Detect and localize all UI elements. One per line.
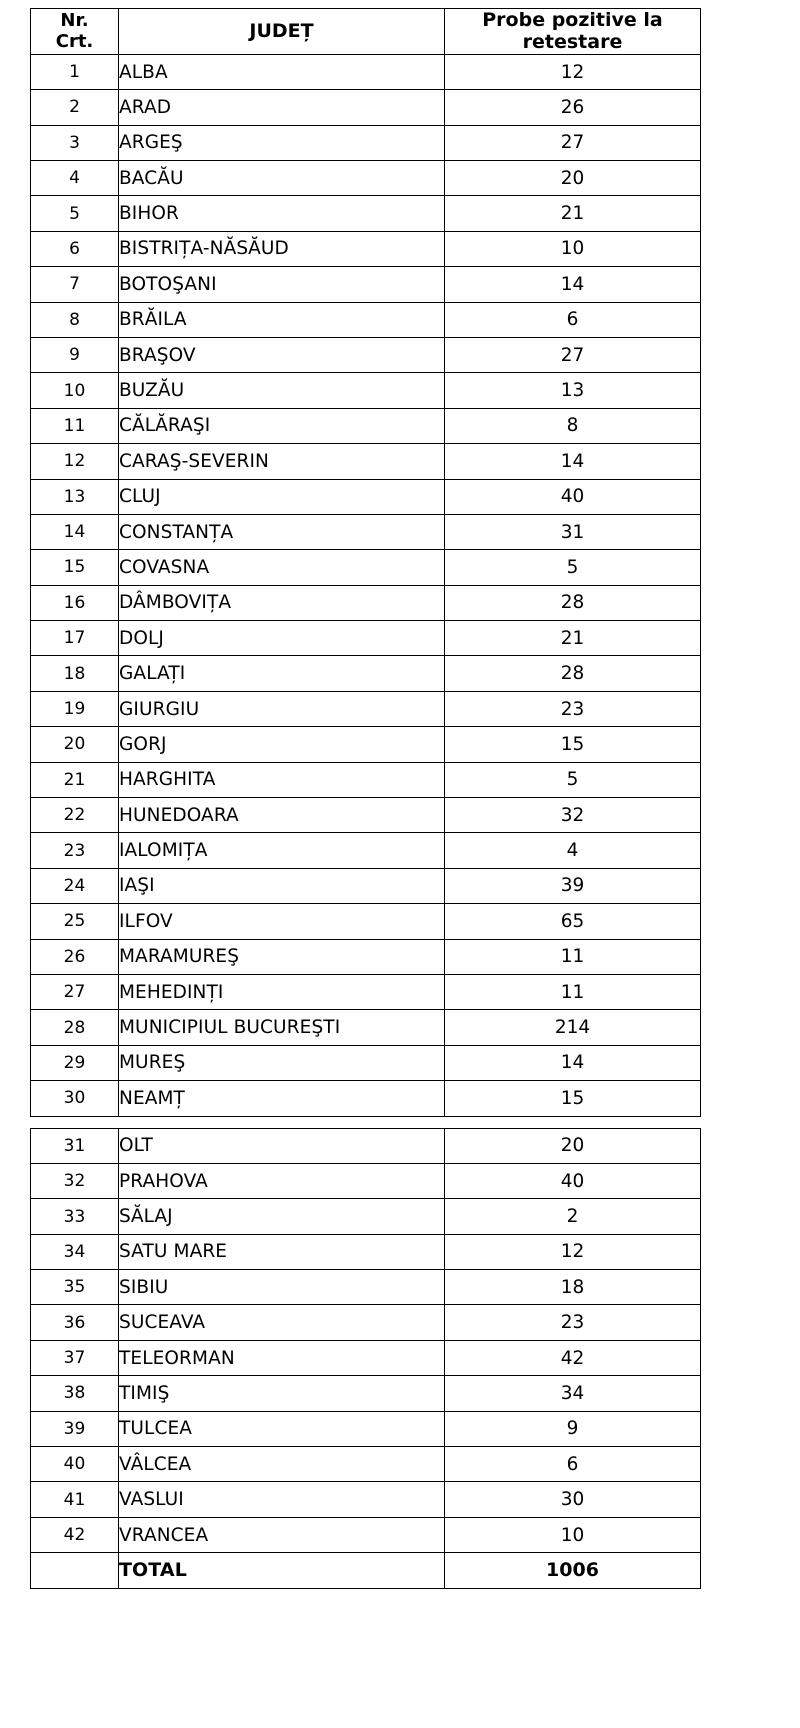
positive-retest-value-cell: 23 — [445, 1305, 701, 1340]
row-index-cell: 24 — [31, 868, 119, 903]
table-row — [31, 1411, 701, 1446]
column-header-nr-line2: Crt. — [55, 31, 94, 53]
table-row — [31, 550, 701, 585]
positive-retest-value-cell: 10 — [445, 1517, 701, 1552]
positive-retest-value-cell: 34 — [445, 1376, 701, 1411]
county-name-cell: CLUJ — [119, 479, 445, 514]
table-row — [31, 54, 701, 89]
positive-retest-value-cell: 40 — [445, 479, 701, 514]
county-name-cell: COVASNA — [119, 550, 445, 585]
table-row — [31, 373, 701, 408]
county-name-cell: GALAȚI — [119, 656, 445, 691]
row-index-cell: 22 — [31, 798, 119, 833]
county-name-cell: BOTOŞANI — [119, 267, 445, 302]
table-body-part-1 — [31, 54, 701, 1116]
positive-retest-value-cell: 4 — [445, 833, 701, 868]
row-index-cell: 4 — [31, 160, 119, 195]
county-name-cell: ARGEŞ — [119, 125, 445, 160]
positive-retest-value-cell: 21 — [445, 621, 701, 656]
table-row — [31, 833, 701, 868]
county-name-cell: BRAŞOV — [119, 337, 445, 372]
table-body-part-2 — [31, 1128, 701, 1588]
row-index-cell: 2 — [31, 90, 119, 125]
row-index-cell: 18 — [31, 656, 119, 691]
row-index-cell: 7 — [31, 267, 119, 302]
row-index-cell: 11 — [31, 408, 119, 443]
row-index-cell: 6 — [31, 231, 119, 266]
table-row — [31, 656, 701, 691]
positive-retest-value-cell: 11 — [445, 974, 701, 1009]
positive-retest-value-cell: 23 — [445, 691, 701, 726]
row-index-cell: 34 — [31, 1234, 119, 1269]
positive-retest-value-cell: 8 — [445, 408, 701, 443]
county-name-cell: VÂLCEA — [119, 1447, 445, 1482]
row-index-cell: 15 — [31, 550, 119, 585]
positive-retest-value-cell: 10 — [445, 231, 701, 266]
county-name-cell: ALBA — [119, 54, 445, 89]
positive-retest-value-cell: 28 — [445, 585, 701, 620]
county-name-cell: SUCEAVA — [119, 1305, 445, 1340]
table-row — [31, 868, 701, 903]
row-index-cell: 1 — [31, 54, 119, 89]
table-row — [31, 798, 701, 833]
county-name-cell: MUNICIPIUL BUCUREŞTI — [119, 1010, 445, 1045]
row-index-cell: 23 — [31, 833, 119, 868]
county-name-cell: IALOMIȚA — [119, 833, 445, 868]
county-name-cell: IAŞI — [119, 868, 445, 903]
positive-retest-value-cell: 11 — [445, 939, 701, 974]
positive-retest-value-cell: 32 — [445, 798, 701, 833]
table-row — [31, 1045, 701, 1080]
positive-retest-value-cell: 2 — [445, 1199, 701, 1234]
county-name-cell: ILFOV — [119, 904, 445, 939]
row-index-cell: 37 — [31, 1340, 119, 1375]
row-index-cell: 5 — [31, 196, 119, 231]
positive-retest-value-cell: 39 — [445, 868, 701, 903]
row-index-cell: 16 — [31, 585, 119, 620]
row-index-cell: 13 — [31, 479, 119, 514]
row-index-cell: 33 — [31, 1199, 119, 1234]
table-row — [31, 337, 701, 372]
column-header-county: JUDEȚ — [119, 9, 445, 55]
row-index-cell: 27 — [31, 974, 119, 1009]
positive-retest-value-cell: 40 — [445, 1163, 701, 1198]
table-row — [31, 1340, 701, 1375]
total-row-index-cell — [31, 1553, 119, 1588]
table-row — [31, 727, 701, 762]
county-name-cell: VRANCEA — [119, 1517, 445, 1552]
positive-retest-value-cell: 14 — [445, 267, 701, 302]
row-index-cell: 20 — [31, 727, 119, 762]
table-row — [31, 1305, 701, 1340]
positive-retest-value-cell: 12 — [445, 54, 701, 89]
total-row — [31, 1553, 701, 1588]
county-name-cell: DOLJ — [119, 621, 445, 656]
table-row — [31, 90, 701, 125]
table-row — [31, 621, 701, 656]
table-row — [31, 1270, 701, 1305]
row-index-cell: 9 — [31, 337, 119, 372]
row-index-cell: 41 — [31, 1482, 119, 1517]
table-row — [31, 1010, 701, 1045]
counties-table-part-2 — [30, 1128, 701, 1589]
positive-retest-value-cell: 5 — [445, 762, 701, 797]
positive-retest-value-cell: 214 — [445, 1010, 701, 1045]
row-index-cell: 8 — [31, 302, 119, 337]
county-name-cell: BUZĂU — [119, 373, 445, 408]
county-name-cell: SIBIU — [119, 1270, 445, 1305]
county-name-cell: BIHOR — [119, 196, 445, 231]
positive-retest-value-cell: 42 — [445, 1340, 701, 1375]
table-row — [31, 585, 701, 620]
county-name-cell: MEHEDINȚI — [119, 974, 445, 1009]
positive-retest-value-cell: 15 — [445, 1081, 701, 1116]
table-row — [31, 160, 701, 195]
row-index-cell: 40 — [31, 1447, 119, 1482]
positive-retest-value-cell: 30 — [445, 1482, 701, 1517]
row-index-cell: 39 — [31, 1411, 119, 1446]
positive-retest-value-cell: 13 — [445, 373, 701, 408]
positive-retest-value-cell: 9 — [445, 1411, 701, 1446]
table-separator-gap — [30, 1117, 748, 1128]
county-name-cell: PRAHOVA — [119, 1163, 445, 1198]
positive-retest-value-cell: 14 — [445, 444, 701, 479]
positive-retest-value-cell: 15 — [445, 727, 701, 762]
counties-table-part-1 — [30, 8, 701, 1117]
positive-retest-value-cell: 21 — [445, 196, 701, 231]
county-name-cell: BACĂU — [119, 160, 445, 195]
row-index-cell: 35 — [31, 1270, 119, 1305]
row-index-cell: 30 — [31, 1081, 119, 1116]
table-row — [31, 904, 701, 939]
row-index-cell: 3 — [31, 125, 119, 160]
positive-retest-value-cell: 6 — [445, 1447, 701, 1482]
table-row — [31, 939, 701, 974]
table-row — [31, 762, 701, 797]
table-row — [31, 302, 701, 337]
row-index-cell: 10 — [31, 373, 119, 408]
county-name-cell: CONSTANȚA — [119, 514, 445, 549]
table-row — [31, 974, 701, 1009]
positive-retest-value-cell: 20 — [445, 1128, 701, 1163]
county-name-cell: GIURGIU — [119, 691, 445, 726]
positive-retest-value-cell: 5 — [445, 550, 701, 585]
row-index-cell: 36 — [31, 1305, 119, 1340]
county-name-cell: CARAŞ-SEVERIN — [119, 444, 445, 479]
county-name-cell: SĂLAJ — [119, 1199, 445, 1234]
positive-retest-value-cell: 27 — [445, 125, 701, 160]
table-row — [31, 267, 701, 302]
county-name-cell: HARGHITA — [119, 762, 445, 797]
table-row — [31, 1199, 701, 1234]
table-row — [31, 408, 701, 443]
positive-retest-value-cell: 6 — [445, 302, 701, 337]
county-name-cell: TIMIŞ — [119, 1376, 445, 1411]
table-row — [31, 1234, 701, 1269]
positive-retest-value-cell: 18 — [445, 1270, 701, 1305]
positive-retest-value-cell: 27 — [445, 337, 701, 372]
county-name-cell: TULCEA — [119, 1411, 445, 1446]
table-row — [31, 231, 701, 266]
row-index-cell: 25 — [31, 904, 119, 939]
row-index-cell: 29 — [31, 1045, 119, 1080]
row-index-cell: 38 — [31, 1376, 119, 1411]
county-name-cell: DÂMBOVIȚA — [119, 585, 445, 620]
table-row — [31, 1482, 701, 1517]
positive-retest-value-cell: 14 — [445, 1045, 701, 1080]
table-row — [31, 125, 701, 160]
row-index-cell: 42 — [31, 1517, 119, 1552]
positive-retest-value-cell: 28 — [445, 656, 701, 691]
county-name-cell: HUNEDOARA — [119, 798, 445, 833]
column-header-nr — [31, 9, 119, 55]
row-index-cell: 19 — [31, 691, 119, 726]
positive-retest-value-cell: 26 — [445, 90, 701, 125]
table-row — [31, 1376, 701, 1411]
row-index-cell: 32 — [31, 1163, 119, 1198]
column-header-value-line1: Probe pozitive la — [482, 9, 663, 31]
table-header — [31, 9, 701, 55]
total-label-cell: TOTAL — [119, 1553, 445, 1588]
county-name-cell: BISTRIȚA-NĂSĂUD — [119, 231, 445, 266]
county-name-cell: BRĂILA — [119, 302, 445, 337]
county-name-cell: ARAD — [119, 90, 445, 125]
table-row — [31, 479, 701, 514]
row-index-cell: 17 — [31, 621, 119, 656]
positive-retest-value-cell: 12 — [445, 1234, 701, 1269]
row-index-cell: 21 — [31, 762, 119, 797]
positive-retest-value-cell: 20 — [445, 160, 701, 195]
county-name-cell: VASLUI — [119, 1482, 445, 1517]
table-row — [31, 691, 701, 726]
county-name-cell: OLT — [119, 1128, 445, 1163]
table-row — [31, 1447, 701, 1482]
table-row — [31, 514, 701, 549]
column-header-value — [445, 9, 701, 55]
table-row — [31, 1163, 701, 1198]
row-index-cell: 14 — [31, 514, 119, 549]
county-name-cell: TELEORMAN — [119, 1340, 445, 1375]
table-row — [31, 196, 701, 231]
column-header-nr-line1: Nr. — [60, 10, 89, 32]
column-header-value-line2: retestare — [522, 31, 623, 54]
table-row — [31, 1128, 701, 1163]
positive-retest-value-cell: 31 — [445, 514, 701, 549]
county-name-cell: SATU MARE — [119, 1234, 445, 1269]
county-name-cell: CĂLĂRAŞI — [119, 408, 445, 443]
table-row — [31, 1081, 701, 1116]
table-row — [31, 444, 701, 479]
row-index-cell: 12 — [31, 444, 119, 479]
header-row — [31, 9, 701, 55]
row-index-cell: 28 — [31, 1010, 119, 1045]
row-index-cell: 31 — [31, 1128, 119, 1163]
county-name-cell: GORJ — [119, 727, 445, 762]
county-name-cell: MARAMUREŞ — [119, 939, 445, 974]
total-value-cell: 1006 — [445, 1553, 701, 1588]
county-name-cell: MUREŞ — [119, 1045, 445, 1080]
positive-retest-value-cell: 65 — [445, 904, 701, 939]
row-index-cell: 26 — [31, 939, 119, 974]
table-row — [31, 1517, 701, 1552]
county-name-cell: NEAMȚ — [119, 1081, 445, 1116]
